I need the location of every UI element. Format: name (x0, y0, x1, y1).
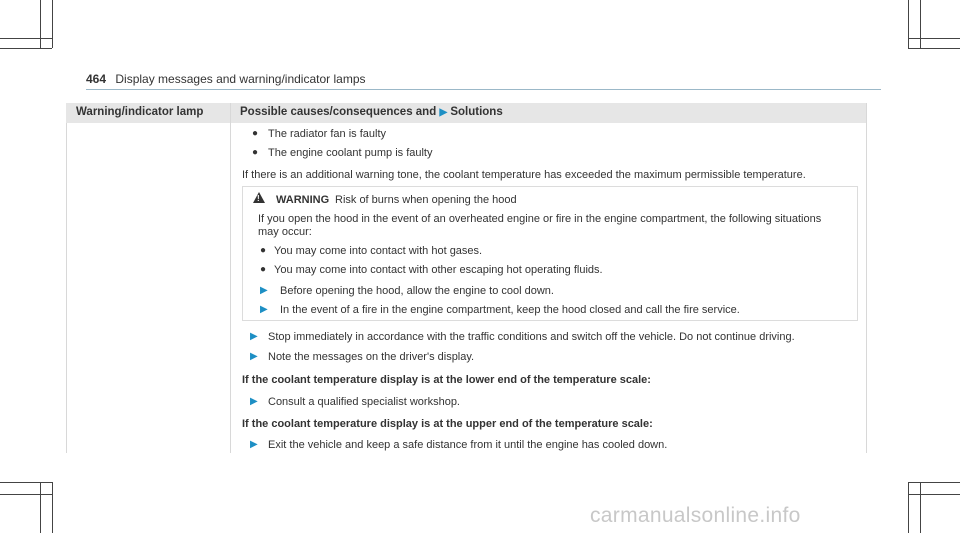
warning-body-cont: may occur: (258, 226, 312, 238)
solution-step: Note the messages on the driver's display. (268, 351, 475, 363)
crop-mark (40, 0, 41, 48)
bullet-icon: ● (260, 245, 267, 256)
play-arrow-icon: ▶ (439, 107, 448, 118)
crop-mark (52, 482, 53, 533)
watermark: carmanualsonline.info (590, 504, 801, 527)
crop-mark (908, 0, 909, 48)
warning-bullet: You may come into contact with hot gases. (274, 245, 483, 257)
crop-mark (40, 482, 41, 533)
crop-mark (908, 482, 909, 533)
lower-end-heading: If the coolant temperature display is at the lower end of the temperature scale: (242, 374, 651, 386)
solution-step: Consult a qualified specialist workshop. (268, 396, 460, 408)
play-arrow-icon: ▶ (250, 351, 258, 362)
crop-mark (920, 482, 921, 533)
upper-end-heading: If the coolant temperature display is at the upper end of the temperature scale: (242, 418, 653, 430)
play-arrow-icon: ▶ (260, 285, 268, 296)
crop-mark (920, 0, 921, 48)
header-title: Display messages and warning/indicator lamps (115, 72, 366, 86)
play-arrow-icon: ▶ (250, 439, 258, 450)
crop-mark (0, 48, 52, 49)
warning-label: WARNING (276, 194, 330, 206)
cause-item: The radiator fan is faulty (268, 128, 387, 140)
bullet-icon: ● (260, 264, 267, 275)
col-header-warning-lamp: Warning/indicator lamp (76, 106, 204, 118)
warning-bullet: You may come into contact with other escaping hot operating fluids. (274, 264, 603, 276)
column-divider (66, 123, 67, 453)
crop-mark (908, 494, 960, 495)
warning-body: If you open the hood in the event of an overheated engine or fire in the engine compartment, the following situations (258, 213, 822, 225)
crop-mark (908, 48, 960, 49)
crop-mark (908, 38, 960, 39)
warning-step: Before opening the hood, allow the engine to cool down. (280, 285, 554, 297)
play-arrow-icon: ▶ (250, 331, 258, 342)
intro-text: If there is an additional warning tone, the coolant temperature has exceeded the maximum permissible temperature. (242, 169, 806, 181)
col-header-causes: Possible causes/consequences and ▶ Solutions (240, 106, 503, 118)
running-header (86, 72, 366, 86)
solution-step: Exit the vehicle and keep a safe distance from it until the engine has cooled down. (268, 439, 668, 451)
crop-mark (0, 38, 52, 39)
crop-mark (0, 494, 52, 495)
cause-item: The engine coolant pump is faulty (268, 147, 433, 159)
solution-step: Stop immediately in accordance with the traffic conditions and switch off the vehicle. Do not continue driving. (268, 331, 795, 343)
column-divider (866, 103, 867, 453)
bullet-icon: ● (252, 147, 259, 158)
play-arrow-icon: ▶ (260, 304, 268, 315)
crop-mark (0, 482, 52, 483)
table-header (66, 103, 866, 123)
page-number: 464 (86, 72, 107, 86)
warning-triangle-icon (253, 192, 265, 203)
warning-step: In the event of a fire in the engine compartment, keep the hood closed and call the fire service. (280, 304, 740, 316)
crop-mark (908, 482, 960, 483)
warning-title: Risk of burns when opening the hood (335, 194, 517, 206)
play-arrow-icon: ▶ (250, 396, 258, 407)
bullet-icon: ● (252, 128, 259, 139)
header-rule (86, 89, 881, 90)
crop-mark (52, 0, 53, 48)
column-divider (230, 103, 231, 453)
